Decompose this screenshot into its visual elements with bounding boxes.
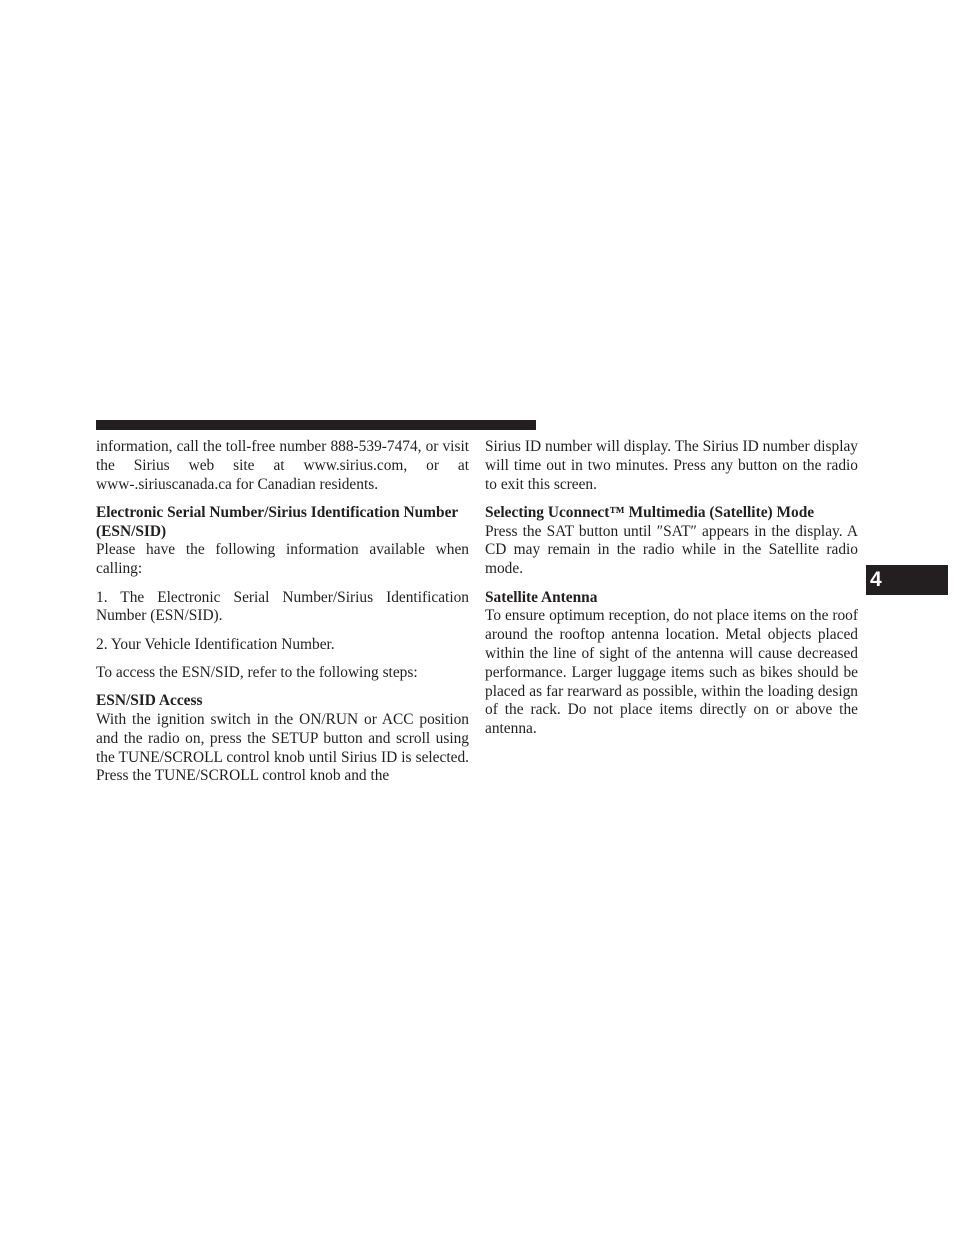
left-column [96, 438, 469, 786]
header-rule [96, 420, 536, 430]
sat-mode-heading: Selecting Uconnect™ Multimedia (Satellite) Mode [485, 503, 815, 521]
esn-heading: Electronic Serial Number/Sirius Identification Number (ESN/SID) [96, 503, 458, 540]
right-column [485, 438, 858, 739]
intro-paragraph: information, call the toll-free number 888-539-7474, or visit the Sirius web site at www.sirius.com, or at www-.siriuscanada.ca for Canadian residents. [96, 438, 469, 493]
access-intro-paragraph: To access the ESN/SID, refer to the following steps: [96, 663, 418, 681]
esn-paragraph: Please have the following information available when calling: [96, 541, 469, 578]
section-tab: 4 [866, 565, 948, 595]
sat-mode-paragraph: Press the SAT button until ″SAT″ appears in the display. A CD may remain in the radio while in the Satellite radio mode. [485, 522, 858, 578]
antenna-heading: Satellite Antenna [485, 588, 598, 606]
access-paragraph: With the ignition switch in the ON/RUN or ACC position and the radio on, press the SETUP button and scroll using the TUNE/SCROLL control knob until Sirius ID is selected. Press the TUNE/SCROLL control knob and the [96, 711, 469, 785]
list-item-esn: 1. The Electronic Serial Number/Sirius Identification Number (ESN/SID). [96, 588, 469, 625]
access-heading: ESN/SID Access [96, 692, 203, 710]
list-item-vin: 2. Your Vehicle Identification Number. [96, 635, 335, 653]
continuation-paragraph: Sirius ID number will display. The Sirius ID number display will time out in two minutes. Press any button on the radio to exit this screen. [485, 438, 858, 493]
antenna-paragraph: To ensure optimum reception, do not place items on the roof around the rooftop antenna location. Metal objects placed within the line of sight of the antenna will cause decreased performance. Larger luggage items such as bikes should be placed as far rearward as possible, within the loading design of the rack. Do not place items directly on or above the antenna. [485, 607, 858, 738]
